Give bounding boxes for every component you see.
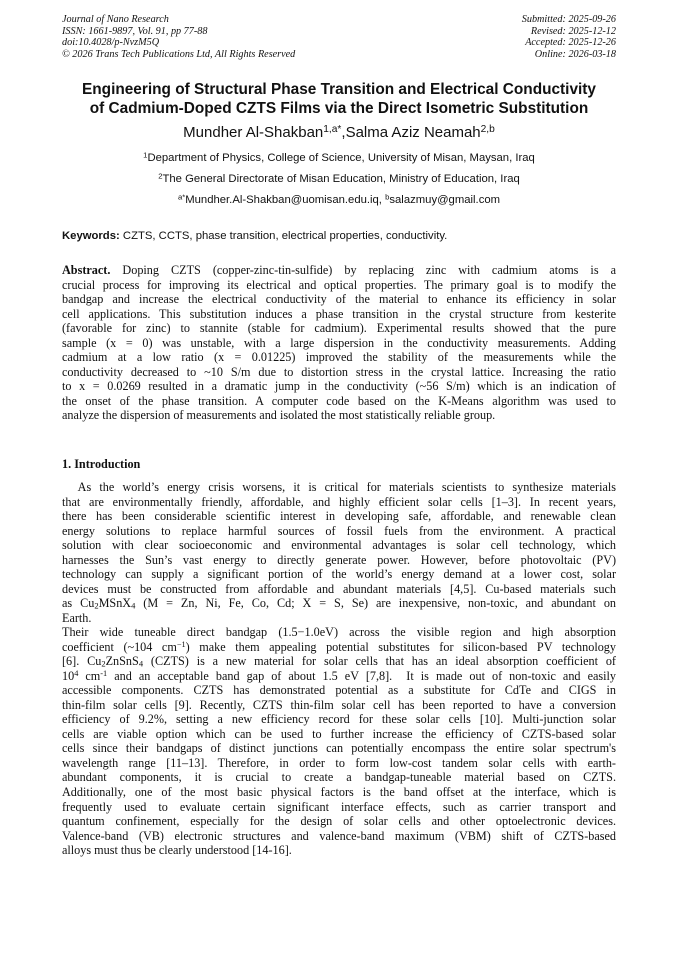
journal-doi: doi:10.4028/p-NvzM5Q [62,37,160,49]
intro-line: there has been considerable scientific interest in developing safe, affordable, and renewable clean [62,509,616,524]
paper-title [40,80,638,118]
affiliation-2 [0,172,678,186]
journal-copyright: © 2026 Trans Tech Publications Ltd, All Rights Reserved [62,48,296,60]
intro-line: Earth. [62,610,92,625]
abstract-line: crucial process for improving its electrical and optical properties. The primary goal is to modify the [62,277,616,292]
author-1: Mundher Al-Shakban [183,124,324,141]
submission-dates [522,14,616,60]
author-list [0,123,678,143]
intro-line: wavelength range [11–13]. Therefore, in order to form low-cost tandem solar cells with earth- [62,755,616,770]
intro-line: frequently used to evaluate certain significant interface effects, such as carrier transport and [62,799,616,814]
section-heading-introduction: 1. Introduction [62,457,141,471]
introduction-paragraph-2 [62,625,616,858]
intro-line: accessible components. CZTS has demonstrated potential as a substitute for CdTe and CIGS in [62,683,616,698]
date-revised: Revised: 2025-12-12 [530,25,616,37]
intro-line: devices must be constructed from affordable and abundant materials [4,5]. Cu-based materials such [62,581,616,596]
date-online: Online: 2026-03-18 [534,48,616,60]
affiliation-2-text: The General Directorate of Misan Education, Ministry of Education, Iraq [162,173,520,185]
abstract-label: Abstract. [62,263,111,277]
intro-line: abundant components, it is crucial to create a bandgap-tuneable material based on CZTS. [62,770,616,785]
keywords-label: Keywords: [62,230,120,242]
intro-line: that are environmentally friendly, affordable, and highly efficient solar cells [1–3]. In recent years, [62,494,616,509]
email-b-mark: b [385,192,390,202]
abstract-line: the onset of the phase transition. A computer code based on the K-Means algorithm was used to [62,393,616,408]
author-2: Salma Aziz Neamah [345,124,481,141]
email-author-1[interactable]: Mundher.Al-Shakban@uomisan.edu.iq, [185,194,386,206]
journal-issn: ISSN: 1661-9897, Vol. 91, pp 77-88 [62,25,208,37]
abstract-line: sample (x = 0) was unstable, with a large dispersion in the conductivity measurements. Adding [62,335,616,350]
keywords-text: CZTS, CCTS, phase transition, electrical properties, conductivity. [119,230,448,242]
abstract-line: cell applications. This substitution induces a phase transition in the crystal structure from kesterite [62,306,616,321]
intro-line: Additionally, one of the most basic physical factors is the band offset at the interface, which is [62,785,616,800]
intro-line: Valence-band (VB) electronic structures and valence-band maximum (VBM) shift of CZTS-based [62,828,616,843]
email-a-mark: a* [177,192,186,202]
journal-name: Journal of Nano Research [62,14,169,25]
date-submitted: Submitted: 2025-09-26 [521,14,616,25]
introduction-paragraph-1 [62,480,616,625]
intro-line: as $Cu_2MSnX_4$ (M = Zn, Ni, Fe, Co, Cd; X = S, Se) are inexpensive, non-toxic, and abundant on [62,596,617,612]
intro-line: $10^4$ $cm^{-1}$ and an acceptable band gap of about 1.5 eV [7,8]. It is made out of non-toxic and easily [62,668,616,683]
intro-line: As the world’s energy crisis worsens, it is critical for materials scientists to synthesize materials [62,480,616,494]
intro-line: cells are viable option which can be used to further increase the efficiency of CZTS-based solar [62,726,616,741]
keywords [62,229,616,243]
intro-line: [6]. $Cu_2ZnSnS_4$ (CZTS) is a new material for solar cells that has an ideal absorption coefficient of [62,654,616,669]
intro-line: energy solutions to replace harmful sources of fossil fuels from the environment. A practical [62,523,616,538]
intro-line: efficiency of 9.2%, setting a new efficiency record for these solar cells [10]. Multi-junction solar [62,712,616,727]
abstract-line: analyze the dispersion of measurements and isolated the most statistically reliable group. [62,408,496,423]
title-line-1: Engineering of Structural Phase Transition and Electrical Conductivity [82,81,596,98]
affiliation-1-text: Department of Physics, College of Science, University of Misan, Maysan, Iraq [147,152,535,164]
abstract-line: bandgap and increase the electrical conductivity of the material to enhance its efficiency in solar [62,292,616,307]
email-author-2[interactable]: salazmuy@gmail.com [389,194,501,206]
intro-line: alloys must thus be clearly understood [14-16]. [62,843,292,858]
intro-line: coefficient (~104 $cm^{-1}$) make them appealing potential substitutes for silicon-based PV technology [62,639,616,654]
intro-line: quantum confinement, especially for the design of solar cells and other optoelectronic devices. [62,814,616,829]
abstract-line: conductivity decreased to ~10 S/m due to distortion stress in the crystal lattice. Increasing the ratio [62,364,616,379]
date-accepted: Accepted: 2025-12-26 [525,37,616,49]
journal-info [62,14,295,60]
abstract-line: cadmium at a low ratio (x = 0.01225) improved the stability of the measurements while the [62,350,616,365]
author-separator: , [341,124,346,141]
intro-line: solution with clear socioeconomic and environmental advantages is solar cell technology, which [62,538,616,553]
intro-line: cells since their bandgaps of distinct junctions can potentially encompass the entire solar spectrum's [62,741,616,756]
affiliation-1-mark: 1 [143,150,148,160]
abstract-line: (favorable for zinc) to stannite (stable for cadmium). Experimental results showed that the pure [62,321,616,336]
abstract [62,263,616,423]
abstract-line: to x = 0.0269 resulted in a dramatic jump in the conductivity (~56 S/m) which is an indication of [62,379,616,394]
intro-line: Their wide tuneable direct bandgap (1.5−1.0eV) across the visible region and high absorption [62,625,616,639]
intro-line: technology can supply a significant portion of the world’s energy demand at a lower cost, solar [62,567,616,582]
author-2-marks: 2,b [480,124,495,136]
author-1-marks: 1,a* [323,124,342,136]
email-line [0,193,678,207]
affiliation-1 [0,151,678,165]
title-line-2: of Cadmium-Doped CZTS Films via the Direct Isometric Substitution [89,100,589,117]
affiliation-2-mark: 2 [158,171,163,181]
intro-line: harnesses the Sun’s vast energy to directly generate power. However, before photovoltaic (PV) [62,552,616,567]
intro-line: thin-film solar cells [9]. Recently, CZTS thin-film solar cell has been reported to have a conversion [62,697,616,712]
abstract-line: Abstract. Doping CZTS (copper-zinc-tin-sulfide) by replacing zinc with cadmium atoms is a [62,263,616,277]
